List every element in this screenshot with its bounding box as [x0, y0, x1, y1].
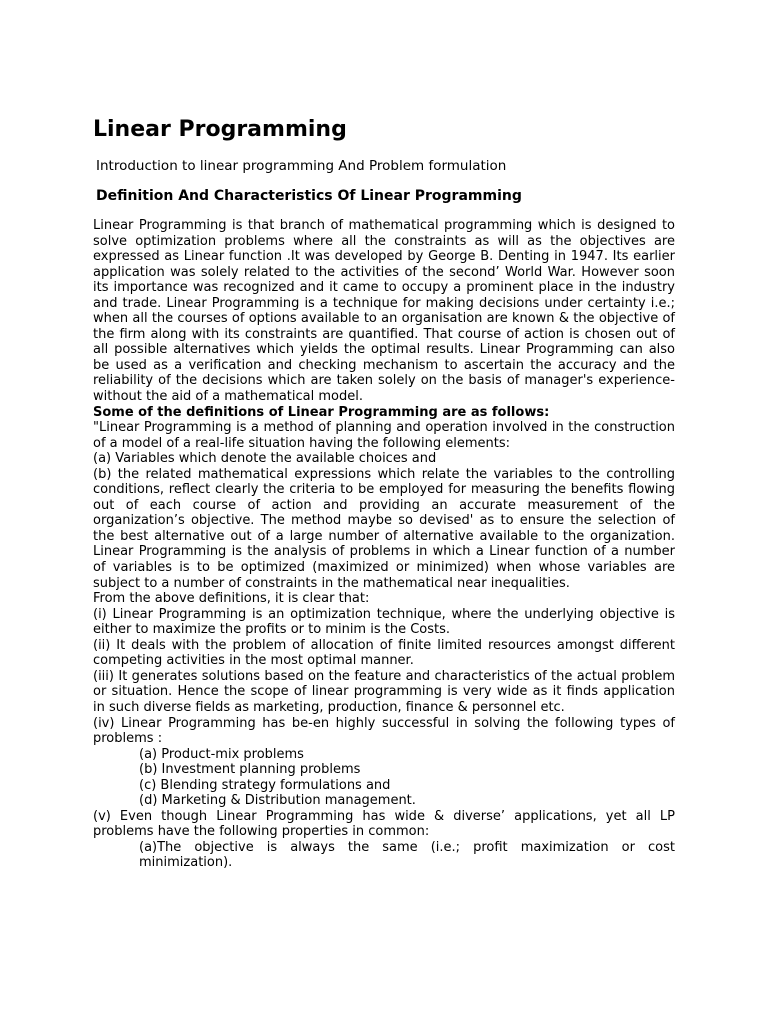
point-v: (v) Even though Linear Programming has wide & diverse’ applications, yet all LP problems have the following properties in common:	[93, 808, 675, 840]
document-body	[93, 218, 675, 871]
list-item: (d) Marketing & Distribution management.	[139, 793, 416, 809]
intro-paragraph: Linear Programming is that branch of mathematical programming which is designed to solve optimization problems where all the constraints as will as the objectives are expressed as Linear function .It was developed by George B. Denting in 1947. Its earlier application was solely related to the activities of the second’ World War. However soon its importance was recognized and it came to occupy a prominent place in the industry and trade. Linear Programming is a technique for making decisions under certainty i.e.; when all the courses of options available to an organisation are known & the objective of the firm along with its constraints are quantified. That course of action is chosen out of all possible alternatives which yields the optimal results. Linear Programming can also be used as a verification and checking mechanism to ascertain the accuracy and the reliability of the decisions which are taken solely on the basis of manager's experience-without the aid of a mathematical model.	[93, 218, 675, 405]
definitions-heading: Some of the definitions of Linear Programming are as follows:	[93, 404, 550, 420]
point-iv: (iv) Linear Programming has be-en highly successful in solving the following types of problems :	[93, 715, 675, 747]
definition-quote: "Linear Programming is a method of planning and operation involved in the construction of a model of a real-life situation having the following elements:	[93, 420, 675, 451]
list-item: (b) Investment planning problems	[139, 762, 361, 778]
list-item: (a) Product-mix problems	[139, 746, 304, 762]
point-i: (i) Linear Programming is an optimization technique, where the underlying objective is either to maximize the profits or to minim is the Costs.	[93, 606, 675, 638]
from-above-text: From the above definitions, it is clear that:	[93, 591, 370, 607]
point-ii: (ii) It deals with the problem of allocation of finite limited resources amongst different competing activities in the most optimal manner.	[93, 637, 675, 669]
problem-types-list	[93, 747, 675, 809]
point-iii: (iii) It generates solutions based on the feature and characteristics of the actual problem or situation. Hence the scope of linear programming is very wide as it finds application in such diverse fields as marketing, production, finance & personnel etc.	[93, 668, 675, 715]
property-a: (a)The objective is always the same (i.e.; profit maximization or cost minimization).	[139, 839, 675, 871]
section-heading: Definition And Characteristics Of Linear Programming	[96, 188, 522, 204]
list-item: (c) Blending strategy formulations and	[139, 777, 391, 793]
document-subtitle: Introduction to linear programming And Problem formulation	[96, 158, 507, 174]
document-title: Linear Programming	[93, 117, 347, 142]
element-a: (a) Variables which denote the available choices and	[93, 451, 437, 467]
element-b: (b) the related mathematical expressions which relate the variables to the controlling conditions, reflect clearly the criteria to be employed for measuring the benefits flowing out of each course of action and providing an accurate measurement of the organization’s objective. The method maybe so devised' as to ensure the selection of the best alternative out of a large number of alternative available to the organization. Linear Programming is the analysis of problems in which a Linear function of a number of variables is to be optimized (maximized or minimized) when whose variables are subject to a number of constraints in the mathematical near inequalities.	[93, 466, 675, 591]
